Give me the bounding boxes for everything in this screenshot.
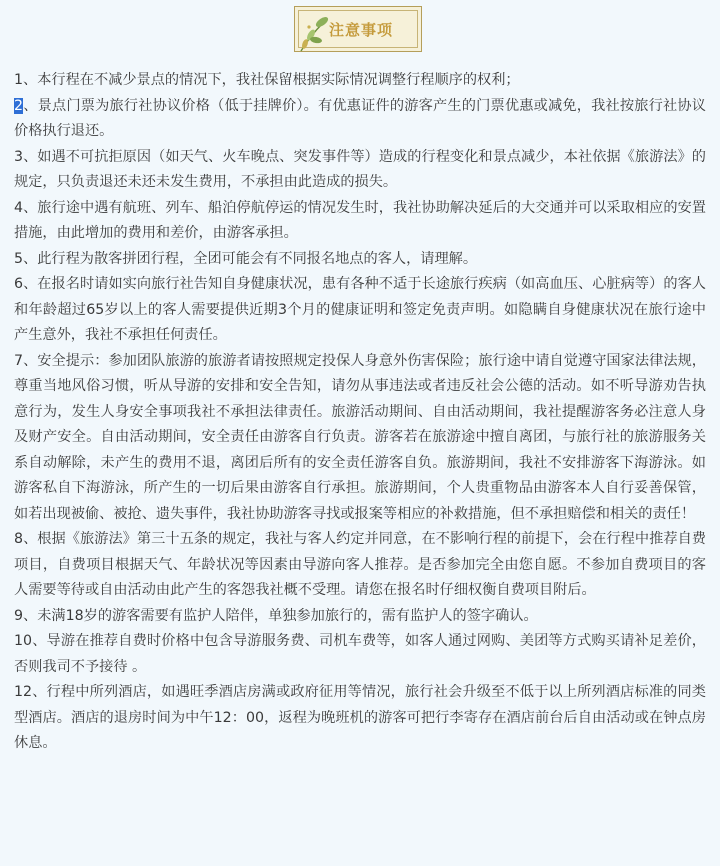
- item-number: 5: [14, 250, 24, 267]
- item-number: 10: [14, 633, 33, 649]
- notice-item-6: [14, 272, 706, 349]
- notice-item-5: [14, 247, 706, 273]
- item-text: 、导游在推荐自费时价格中包含导游服务费、司机车费等，如客人通过网购、美团等方式购买请补足差价，否则我司不予接待 。: [14, 633, 706, 675]
- item-number: 4: [14, 199, 24, 216]
- item-number: 9: [14, 607, 24, 624]
- item-text: 、如遇不可抗拒原因（如天气、火车晚点、突发事件等）造成的行程变化和景点减少，本社依据《旅游法》的规定，只负责退还未还未发生费用，不承担由此造成的损失。: [14, 148, 706, 190]
- item-number: 3: [14, 148, 24, 165]
- notice-list: [14, 68, 706, 757]
- item-number: 1: [14, 72, 24, 88]
- item-text: 、未满18岁的游客需要有监护人陪伴，单独参加旅行的，需有监护人的签字确认。: [23, 607, 538, 624]
- item-number: 8: [14, 531, 24, 547]
- item-text: 、在报名时请如实向旅行社告知自身健康状况，患有各种不适于长途旅行疾病（如高血压、心脏病等）的客人和年龄超过65岁以上的客人需要提供近期3个月的健康证明和签定免责声明。如隐瞒自身健康状况在旅行途中产生意外，我社不承担任何责任。: [14, 276, 706, 343]
- notice-item-4: [14, 196, 706, 247]
- item-number-selected[interactable]: 2: [14, 97, 24, 114]
- notice-item-1: [14, 68, 706, 94]
- notice-item-2: [14, 94, 706, 145]
- leaf-icon: [297, 13, 331, 53]
- notice-title-card: [294, 6, 422, 52]
- item-text: 、行程中所列酒店，如遇旺季酒店房满或政府征用等情况，旅行社会升级至不低于以上所列酒店标准的同类型酒店。酒店的退房时间为中午12：00，返程为晚班机的游客可把行李寄存在酒店前台后自由活动或在钟点房休息。: [14, 684, 706, 751]
- notice-title: 注意事项: [329, 21, 394, 39]
- notice-item-3: [14, 145, 706, 196]
- notice-item-9: [14, 604, 706, 630]
- notice-item-10: [14, 629, 706, 680]
- item-text: 、本行程在不减少景点的情况下，我社保留根据实际情况调整行程顺序的权利；: [23, 72, 520, 88]
- item-number: 12: [14, 684, 33, 700]
- item-text: 、此行程为散客拼团行程，全团可能会有不同报名地点的客人，请理解。: [23, 250, 478, 267]
- item-number: 6: [14, 276, 24, 292]
- item-text: 、根据《旅游法》第三十五条的规定，我社与客人约定并同意，在不影响行程的前提下，会在行程中推荐自费项目，自费项目根据天气、年龄状况等因素由导游向客人推荐。是否参加完全由您自愿。不参加自费项目的客人需要等待或自由活动由此产生的客怨我社概不受理。请您在报名时仔细权衡自费项目附后。: [14, 531, 706, 598]
- notice-item-8: [14, 527, 706, 604]
- item-text: 、景点门票为旅行社协议价格（低于挂牌价）。有优惠证件的游客产生的门票优惠或减免，我社按旅行社协议价格执行退还。: [14, 97, 706, 139]
- item-text: 、旅行途中遇有航班、列车、船泊停航停运的情况发生时，我社协助解决延后的大交通并可以采取相应的安置措施，由此增加的费用和差价，由游客承担。: [14, 199, 706, 241]
- item-text: 、安全提示：参加团队旅游的旅游者请按照规定投保人身意外伤害保险；旅行途中请自觉遵守国家法律法规，尊重当地风俗习惯，听从导游的安排和安全告知，请勿从事违法或者违反社会公德的活动。如不听导游劝告执意行为，发生人身安全事项我社不承担法律责任。旅游活动期间、自由活动期间，我社提醒游客务必注意人身及财产安全。自由活动期间，安全责任由游客自行负责。游客若在旅游途中擅自离团，与旅行社的旅游服务关系自动解除，未产生的费用不退，离团后所有的安全责任游客自负。旅游期间，我社不安排游客下海游泳。如游客私自下海游泳，所产生的一切后果由游客自行承担。旅游期间，个人贵重物品由游客本人自行妥善保管，如若出现被偷、被抢、遗失事件，我社协助游客寻找或报案等相应的补救措施，但不承担赔偿和相关的责任！: [14, 352, 706, 522]
- notice-item-7: [14, 349, 706, 528]
- item-number: 7: [14, 352, 24, 369]
- notice-item-12: [14, 680, 706, 757]
